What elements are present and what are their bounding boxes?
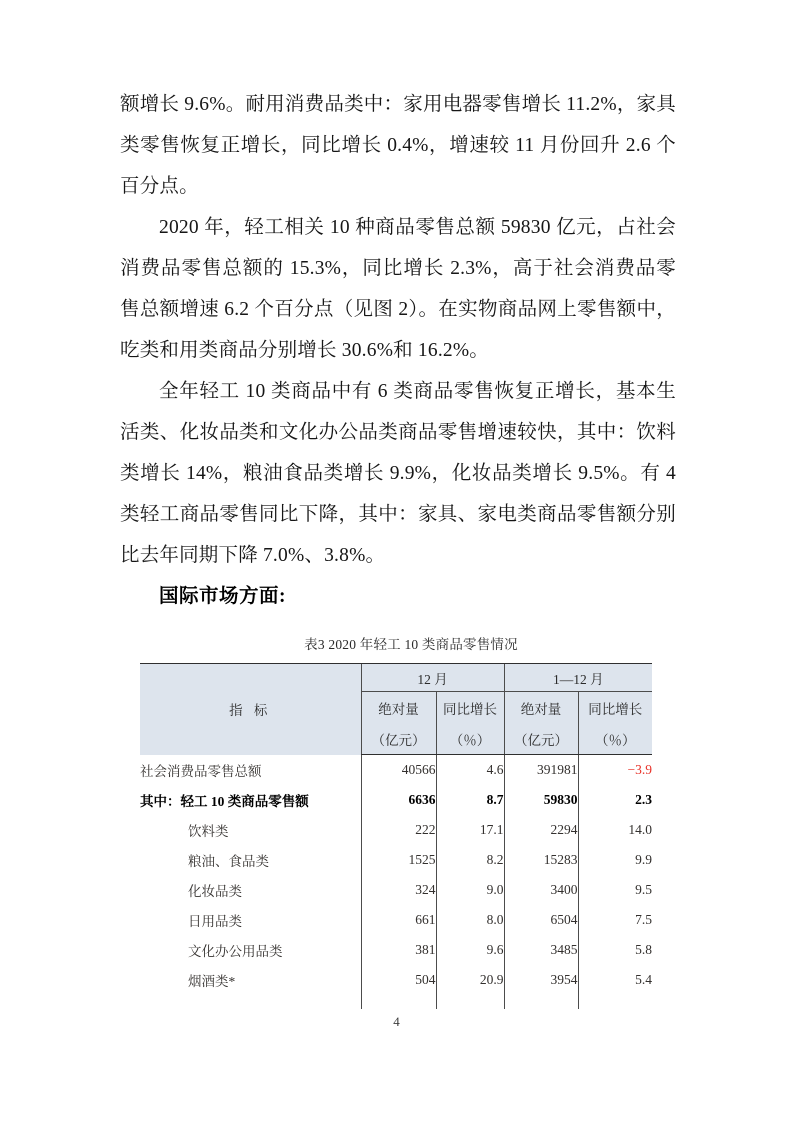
table-rule-tail-cell — [504, 995, 578, 1009]
cell-year-growth: 2.3 — [578, 785, 652, 815]
table-header — [140, 664, 652, 755]
column-header-group-jan-dec: 1—12 月 — [504, 664, 652, 692]
statistics-table-block — [140, 634, 652, 1009]
cell-year-absolute: 3485 — [504, 935, 578, 965]
cell-year-absolute: 2294 — [504, 815, 578, 845]
table-row — [140, 755, 652, 786]
cell-dec-absolute: 6636 — [361, 785, 436, 815]
row-label: 烟酒类* — [188, 974, 236, 989]
column-header-dec-absolute: 绝对量 — [361, 692, 436, 724]
column-header-year-growth: 同比增长 — [578, 692, 652, 724]
cell-year-absolute: 59830 — [504, 785, 578, 815]
cell-dec-growth: 9.0 — [436, 875, 504, 905]
cell-year-absolute: 391981 — [504, 755, 578, 786]
cell-dec-absolute: 504 — [361, 965, 436, 995]
table-caption: 表3 2020 年轻工 10 类商品零售情况 — [304, 637, 518, 652]
table-row — [140, 935, 652, 965]
cell-year-absolute: 3400 — [504, 875, 578, 905]
table-rule-tail-cell — [436, 995, 504, 1009]
row-label: 社会消费品零售总额 — [140, 763, 262, 779]
paragraph-1: 额增长 9.6%。耐用消费品类中：家用电器零售增长 11.2%，家具类零售恢复正增长，同比增长 0.4%，增速较 11 月份回升 2.6 个百分点。 — [120, 94, 676, 197]
table-rule-tail-cell — [361, 995, 436, 1009]
table-row — [140, 875, 652, 905]
cell-year-absolute: 6504 — [504, 905, 578, 935]
cell-year-growth: 14.0 — [578, 815, 652, 845]
table-row — [140, 965, 652, 995]
cell-dec-absolute: 40566 — [361, 755, 436, 786]
table-row — [140, 905, 652, 935]
cell-year-growth: 5.4 — [578, 965, 652, 995]
cell-year-growth: 9.9 — [578, 845, 652, 875]
table-body — [140, 755, 652, 1010]
cell-dec-growth: 8.7 — [436, 785, 504, 815]
cell-dec-growth: 20.9 — [436, 965, 504, 995]
paragraph-3: 全年轻工 10 类商品中有 6 类商品零售恢复正增长，基本生活类、化妆品类和文化办公品类商品零售增速较快，其中：饮料类增长 14%，粮油食品类增长 9.9%，化妆品类增长 9.5%。有 4 类轻工商品零售同比下降，其中：家具、家电类商品零售额分别比去年同期下降 7.0%、3.8%。 — [120, 381, 676, 566]
table-row — [140, 845, 652, 875]
column-unit-year-absolute: （亿元） — [504, 723, 578, 755]
row-label: 文化办公用品类 — [188, 944, 283, 959]
column-unit-dec-absolute: （亿元） — [361, 723, 436, 755]
cell-dec-growth: 8.0 — [436, 905, 504, 935]
cell-year-absolute: 15283 — [504, 845, 578, 875]
column-header-year-absolute: 绝对量 — [504, 692, 578, 724]
column-unit-year-growth: （％） — [578, 723, 652, 755]
page-number: 4 — [393, 1014, 400, 1029]
retail-statistics-table — [140, 663, 652, 1009]
table-rule-tail — [140, 995, 652, 1009]
cell-dec-absolute: 381 — [361, 935, 436, 965]
cell-year-growth: 5.8 — [578, 935, 652, 965]
row-label: 其中：轻工 10 类商品零售额 — [140, 794, 309, 809]
body-text-block — [120, 84, 676, 617]
cell-dec-absolute: 661 — [361, 905, 436, 935]
table-row — [140, 785, 652, 815]
column-header-indicator: 指 标 — [140, 664, 361, 755]
cell-dec-growth: 4.6 — [436, 755, 504, 786]
column-unit-dec-growth: （％） — [436, 723, 504, 755]
cell-year-absolute: 3954 — [504, 965, 578, 995]
cell-dec-growth: 9.6 — [436, 935, 504, 965]
table-row — [140, 815, 652, 845]
cell-dec-growth: 8.2 — [436, 845, 504, 875]
cell-year-growth: 7.5 — [578, 905, 652, 935]
table-header-row-groups — [140, 664, 652, 692]
paragraph-2: 2020 年，轻工相关 10 种商品零售总额 59830 亿元，占社会消费品零售总额的 15.3%，同比增长 2.3%，高于社会消费品零售总额增速 6.2 个百分点（见图 2）。在实物商品网上零售额中，吃类和用类商品分别增长 30.6%和 16.2%。 — [120, 217, 676, 361]
cell-dec-absolute: 222 — [361, 815, 436, 845]
table-rule-tail-spacer — [140, 995, 361, 1009]
section-heading: 国际市场方面: — [159, 586, 286, 607]
cell-dec-absolute: 1525 — [361, 845, 436, 875]
column-header-dec-growth: 同比增长 — [436, 692, 504, 724]
column-header-group-december: 12 月 — [361, 664, 504, 692]
row-label: 粮油、食品类 — [188, 854, 269, 869]
table-rule-tail-cell — [578, 995, 652, 1009]
row-label: 日用品类 — [188, 914, 242, 929]
cell-year-growth: 9.5 — [578, 875, 652, 905]
cell-dec-growth: 17.1 — [436, 815, 504, 845]
row-label: 化妆品类 — [188, 884, 242, 899]
row-label: 饮料类 — [188, 824, 229, 839]
cell-year-growth: −3.9 — [578, 755, 652, 786]
cell-dec-absolute: 324 — [361, 875, 436, 905]
